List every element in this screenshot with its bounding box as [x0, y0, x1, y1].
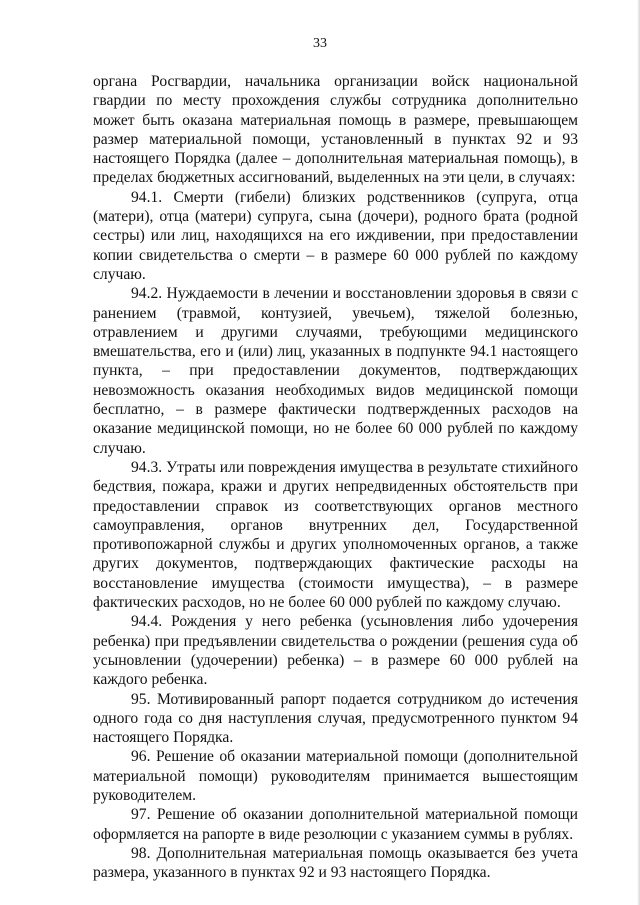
page-number: 33 — [313, 36, 327, 51]
paragraph-94-1: 94.1. Смерти (гибели) близких родственников (супруга, отца (матери), отца (матери) супруга, сына (дочери), родного брата (родной сестры) или лиц, находящихся на его иждивении, при предоставлении копии свидетельства о смерти – в размере 60 000 рублей по каждому случаю. — [93, 188, 578, 283]
paragraph-94-4: 94.4. Рождения у него ребенка (усыновления либо удочерения ребенка) при предъявлении свидетельства о рождении (решения суда об усыновлении (удочерении) ребенка) – в размере 60 000 рублей на каждого ребенка. — [93, 613, 578, 689]
paragraph-intro-continuation: органа Росгвардии, начальника организации войск национальной гвардии по месту прохождения службы сотрудника дополнительно может быть оказана материальная помощь в размере, превышающем размер материальной помощи, установленный в пунктах 92 и 93 настоящего Порядка (далее – дополнительная материальная помощь), в пределах бюджетных ассигнований, выделенных на эти цели, в случаях: — [93, 73, 578, 187]
paragraph-96: 96. Решение об оказании материальной помощи (дополнительной материальной помощи) руководителям принимается вышестоящим руководителем. — [93, 748, 578, 804]
paragraph-94-3: 94.3. Утраты или повреждения имущества в результате стихийного бедствия, пожара, кражи и других непредвиденных обстоятельств при предоставлении справок из соответствующих органов местного самоуправления, органов внутренних дел, Государственной противопожарной службы и других уполномоченных органов, а также других документов, подтверждающих фактические расходы на восстановление имущества (стоимости имущества), – в размере фактических расходов, но не более 60 000 рублей по каждому случаю. — [93, 458, 578, 612]
document-body — [93, 72, 578, 882]
paragraph-95: 95. Мотивированный рапорт подается сотрудником до истечения одного года со дня наступления случая, предусмотренного пунктом 94 настоящего Порядка. — [93, 690, 578, 747]
paragraph-94-2: 94.2. Нуждаемости в лечении и восстановлении здоровья в связи с ранением (травмой, контузией, увечьем), тяжелой болезнью, отравлением и другими случаями, требующими медицинского вмешательства, его и (или) лиц, указанных в подпункте 94.1 настоящего пункта, – при предоставлении документов, подтверждающих невозможность оказания необходимых видов медицинской помощи бесплатно, – в размере фактически подтвержденных расходов на оказание медицинской помощи, но не более 60 000 рублей по каждому случаю. — [93, 285, 578, 457]
paragraph-97: 97. Решение об оказании дополнительной материальной помощи оформляется на рапорте в виде резолюции с указанием суммы в рублях. — [93, 806, 578, 843]
paragraph-98: 98. Дополнительная материальная помощь оказывается без учета размера, указанного в пунктах 92 и 93 настоящего Порядка. — [93, 844, 578, 882]
